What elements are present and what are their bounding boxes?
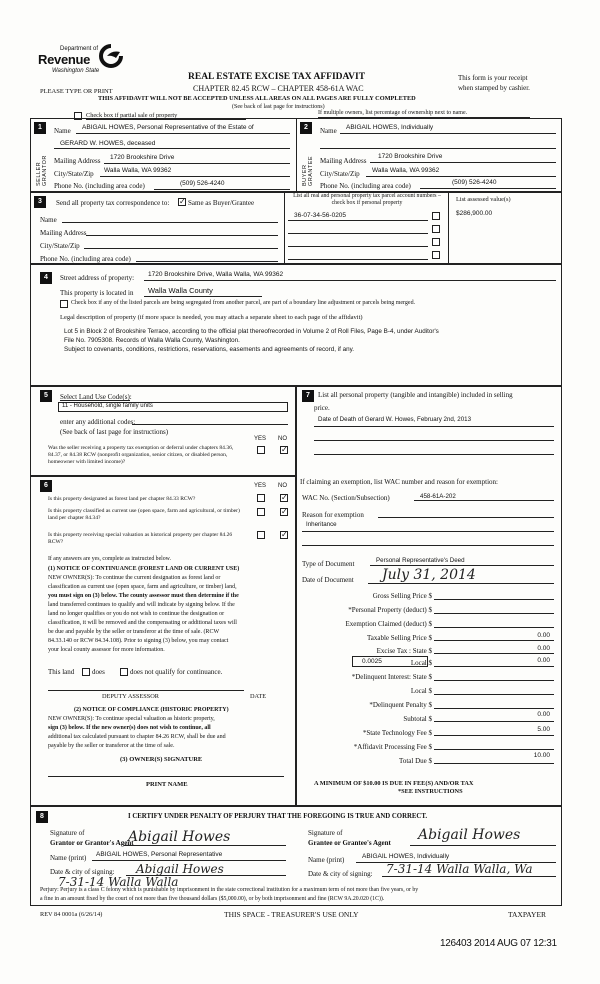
local-line [434,666,554,667]
delinq-local-label: Local $ [410,687,432,695]
s6-q3-no[interactable]: ✓ [281,530,288,539]
grantor-print: ABIGAIL HOWES, Personal Representative [96,851,223,858]
buyer-name-label: Name [320,127,337,135]
exemption-label: If claiming an exemption, list WAC number and reason for exemption: [300,478,498,486]
s6-if-yes: If any answers are yes, complete as instructed below. [48,556,171,562]
delinq-penalty-label: *Delinquent Penalty $ [369,701,432,709]
exemption-deduct-label: Exemption Claimed (deduct) $ [345,620,432,628]
gross-label: Gross Selling Price $ [372,592,432,600]
print-name-label: PRINT NAME [146,781,188,788]
subtotal-label: Subtotal $ [403,715,432,723]
personal-property-label: List all personal property (tangible and intangible) included in selling [318,391,513,399]
rev-number: REV 84 0001a (6/26/14) [40,911,103,918]
seller-address: 1720 Brookshire Drive [110,154,175,161]
s5-yes-header: YES [254,436,267,442]
grantor-date-label: Date & city of signing: [50,868,115,876]
buyer-grantee-label: BUYER GRANTEE [302,155,314,186]
buyer-phone-label: Phone No. (including area code) [320,182,411,190]
grantor-print-label: Name (print) [50,854,87,862]
additional-codes-line [132,424,288,425]
agency-state: Washington State [52,68,100,74]
send-correspondence-label: Send all property tax correspondence to: [56,199,170,207]
doc-date-line [368,583,554,584]
s3-address-label: Mailing Address [40,229,87,237]
excise-state-value: 0.00 [537,645,550,652]
subtotal-line [434,721,554,722]
total-line [434,763,554,764]
notice1-line1: NEW OWNER(S): To continue the current designation as forest land or [48,575,221,581]
buyer-phone: (509) 526-4240 [452,179,497,186]
excise-state-label: Excise Tax : State $ [376,647,432,655]
section-1-number: 1 [34,122,46,134]
s3-address-line [86,235,278,236]
grantor-sig-label-a: Signature of [50,829,85,837]
tech-fee-label: *State Technology Fee $ [362,729,432,737]
grantor-date-city: 7-31-14 Walla Walla [58,875,179,889]
s3-city-line [84,248,278,249]
street-label: Street address of property: [60,274,135,282]
section-4-frame [30,264,562,386]
s3-phone-label: Phone No. (including area code) [40,255,131,263]
seller-name-underline [76,133,290,134]
form-warning: THIS AFFIDAVIT WILL NOT BE ACCEPTED UNLESS ALL AREAS ON ALL PAGES ARE FULLY COMPLETED [98,95,416,102]
section-5-number: 5 [40,390,52,402]
s6-q2: Is this property classified as current use (open space, farm and agricultural, or timber) land per chapter 84.34? [48,508,240,521]
certify-statement: I CERTIFY UNDER PENALTY OF PERJURY THAT THE FOREGOING IS TRUE AND CORRECT. [128,813,428,820]
land-does-checkbox[interactable] [82,668,90,676]
land-use-value: 11 - Household, single family units [62,403,153,409]
grantee-print: ABIGAIL HOWES, Individually [362,853,450,860]
taxable-line [434,640,554,641]
s6-q2-yes[interactable] [257,508,265,516]
grantee-print-label: Name (print) [308,856,345,864]
deputy-date-label: DATE [250,693,267,700]
assessed-header: List assessed value(s) [456,196,511,203]
s3-name-line [62,222,278,223]
segregated-label: Check box if any of the listed parcels are being segregated from another parcel, are part of a boundary line adjustment or parcels being merged. [71,300,416,306]
parcel-3-personal-checkbox[interactable] [432,238,440,246]
notice2-line2: sign (3) below. If the new owner(s) does not wish to continue, all [48,725,211,731]
buyer-city-label: City/State/Zip [320,170,360,178]
delinq-state-label: *Delinquent Interest: State $ [351,673,432,681]
agency-line1: Department of [60,46,99,52]
section-4-number: 4 [40,272,52,284]
notice1-line4: land transferred continues to qualify and will indicate by signing below. If the [48,602,235,608]
section-6-number: 6 [40,480,52,492]
notice2-title: (2) NOTICE OF COMPLIANCE (HISTORIC PROPERTY) [74,707,229,713]
divider-3 [284,192,285,264]
land-use-underline [60,400,130,401]
seller-city-label: City/State/Zip [54,170,94,178]
reason-value: Inheritance [306,521,337,528]
exemption-deduct-line [434,627,554,628]
doc-type-line [370,565,554,566]
owner-signature-label: (3) OWNER(S) SIGNATURE [120,756,203,763]
reason-line-2 [302,531,554,532]
buyer-city-underline [366,176,556,177]
wac-label: WAC No. (Section/Subsection) [302,494,390,502]
delinq-penalty-line [434,708,554,709]
s6-q3-yes[interactable] [257,531,265,539]
local-label: Local $ [410,659,432,667]
divider-1-2 [296,118,297,192]
street-address: 1720 Brookshire Drive, Walla Walla, WA 99362 [148,271,284,278]
seller-phone-label: Phone No. (including area code) [54,182,145,190]
price-label: price. [314,404,330,412]
segregated-checkbox[interactable] [60,300,68,308]
personal-line-3 [314,454,554,455]
land-does-label: does [92,668,105,676]
s6-no-header: NO [278,483,287,489]
seller-address-underline [104,163,290,164]
parcel-1: 36-07-34-56-0205 [294,212,347,219]
buyer-phone-underline [420,188,556,189]
minimum-notice: A MINIMUM OF $10.00 IS DUE IN FEE(S) AND/OR TAX [314,780,474,787]
s6-q1: Is this property designated as forest land per chapter 84.33 RCW? [48,496,196,502]
grantee-date-label: Date & city of signing: [308,870,373,878]
grantee-signature[interactable]: Abigail Howes [418,827,521,843]
s5-see-back: (See back of last page for instructions) [60,428,169,436]
doc-type-value: Personal Representative's Deed [376,557,465,564]
personal-line-2 [314,440,554,441]
delinq-state-line [434,680,554,681]
parcel-4-personal-checkbox[interactable] [432,251,440,259]
section-8-number: 8 [36,811,48,823]
s3-city-label: City/State/Zip [40,242,80,250]
doc-date-value: July 31, 2014 [382,567,476,583]
seller-city: Walla Walla, WA 99362 [104,167,172,174]
parcel-line-3 [288,246,428,247]
parcel-line-2 [288,233,428,234]
form-title: REAL ESTATE EXCISE TAX AFFIDAVIT [188,72,366,82]
gross-line [434,599,554,600]
s6-yes-header: YES [254,483,267,489]
affidavit-fee-line [434,749,554,750]
notice1-line8: 84.33.140 or RCW 84.34.108). Prior to signing (3) below, you may contact [48,638,229,644]
grantor-agent-label: Grantor or Grantor's Agent [50,839,134,847]
total-label: Total Due $ [399,757,432,765]
seller-phone: (509) 526-4240 [180,180,225,187]
grantee-date-city: 7-31-14 Walla Walla, Wa [386,862,533,876]
grantee-sig-label-a: Signature of [308,829,343,837]
seller-name-label: Name [54,127,71,135]
notice1-line9: your local county assessor for more information. [48,647,165,653]
same-as-buyer-label: Same as Buyer/Grantee [188,199,255,207]
notice2-line4: payable by the seller or transferor at the time of sale. [48,743,175,749]
s5-q1-yes[interactable] [257,446,265,454]
grantor-print-line [92,860,286,861]
parcel-line-1 [288,220,428,221]
buyer-address-label: Mailing Address [320,157,367,165]
perjury-line1: Perjury: Perjury is a class C felony which is punishable by imprisonment in the state correctional institution for a maximum term of not more than five years, or by [40,887,419,893]
taxable-label: Taxable Selling Price $ [366,634,432,642]
receipt-line1: This form is your receipt [458,74,528,82]
dor-logo-icon [98,44,124,68]
reason-line-3 [302,545,554,546]
divider-3b [448,192,449,264]
affidavit-fee-label: *Affidavit Processing Fee $ [353,743,432,751]
notice2-line1: NEW OWNER(S): To continue special valuation as historic property, [48,716,215,722]
section-2-number: 2 [300,122,312,134]
buyer-address: 1720 Brookshire Drive [378,153,443,160]
dor-logo [38,44,128,76]
parcel-line-4 [288,259,428,260]
notice1-title: (1) NOTICE OF CONTINUANCE (FOREST LAND OR CURRENT USE) [48,566,240,572]
legal-desc-label: Legal description of property (if more space is needed, you may attach a separate sheet to each page of the affidavit) [60,314,363,321]
legal-desc-2: File No. 7905308. Records of Walla Walla County, Washington. [64,337,240,344]
parcel-header: List all real and personal property tax parcel account numbers – check box if personal property [293,193,441,206]
s6-q2-no[interactable]: ✓ [281,507,288,516]
land-does-not-checkbox[interactable] [120,668,128,676]
grantee-agent-label: Grantee or Grantee's Agent [308,839,391,847]
personal-deduct-label: *Personal Property (deduct) $ [348,606,432,614]
additional-codes-label: enter any additional codes: [60,418,136,426]
tech-fee-line [434,735,554,736]
perjury-line2: a fine in an amount fixed by the court of not more than five thousand dollars ($5,000.00), or by both imprisonment and fine (RCW 9A.20.020 (1C)). [40,896,385,902]
buyer-city: Walla Walla, WA 99362 [372,167,440,174]
partial-sale-label: Check box if partial sale of property [86,112,178,119]
s5-q1-no[interactable]: ✓ [281,445,288,454]
county-underline [144,296,262,297]
s5-no-header: NO [278,436,287,442]
legal-desc-1: Lot 5 in Block 2 of Brookshire Terrace, according to the official plat thereofrecorded in Volume 2 of Roll Files, Page B-4, under Auditor's [64,328,439,335]
personal-deduct-line [434,613,554,614]
deputy-assessor-label: DEPUTY ASSESSOR [102,693,159,700]
land-does-not-label: does not qualify for continuance. [130,668,223,676]
assessed-1: $286,900.00 [456,210,493,217]
delinq-local-line [434,694,554,695]
treasurer-space: THIS SPACE - TREASURER'S USE ONLY [224,910,359,919]
parcel-1-personal-checkbox[interactable] [432,212,440,220]
multiple-owners-note: If multiple owners, list percentage of ownership next to name. [318,110,468,116]
deputy-line [48,690,244,691]
buyer-name-underline [340,133,556,134]
county: Walla Walla County [148,286,213,295]
see-back-header: (See back of last page for instructions) [232,104,325,110]
s6-q3: Is this property receiving special valuation as historical property per chapter 84.26 RCW? [48,532,233,545]
this-land-label: This land [48,668,75,676]
taxpayer-label: TAXPAYER [508,910,547,919]
seller-name-line2: GERARD W. HOWES, deceased [60,140,156,147]
subtotal-value: 0.00 [537,711,550,718]
seller-name2-underline [54,148,290,149]
taxable-value: 0.00 [537,632,550,639]
seller-name-line1: ABIGAIL HOWES, Personal Representative of the Estate of [82,124,254,131]
wac-value: 458-61A-202 [420,493,456,500]
grantee-sig-line [410,845,556,846]
section-3-number: 3 [34,196,46,208]
buyer-name2-underline [320,148,556,149]
doc-type-label: Type of Document [302,560,355,568]
form-chapter: CHAPTER 82.45 RCW – CHAPTER 458-61A WAC [193,84,364,93]
reason-label: Reason for exemption [302,511,364,519]
local-rate: 0.0025 [362,658,382,665]
notice1-line6: classification, it will be removed and the compensating or additional taxes will [48,620,237,626]
s6-q1-no[interactable]: ✓ [281,493,288,502]
legal-desc-3: Subject to covenants, conditions, restrictions, reservations, easements and agreements of record, if any. [64,346,355,353]
grantee-date-line [382,876,556,877]
notice1-line3: you must sign on (3) below. The county assessor must then determine if the [48,593,239,599]
seller-city-underline [100,176,290,177]
notice1-line7: be due and payable by the seller or transferor at the time of sale. (RCW [48,629,220,635]
total-value: 10.00 [533,752,550,759]
street-underline [144,280,556,281]
notice1-line2: classification as current use (open space, farm and agriculture, or timber) land, [48,584,237,590]
excise-state-line [434,653,554,654]
please-type: PLEASE TYPE OR PRINT [40,88,113,95]
same-as-buyer-checkbox[interactable]: ✓ [179,197,186,206]
personal-line-1 [314,426,554,427]
section-7-number: 7 [302,390,314,402]
s3-name-label: Name [40,216,57,224]
seller-phone-underline [154,189,290,190]
personal-property-value: Date of Death of Gerard W. Howes, February 2nd, 2013 [318,416,472,423]
tech-fee-value: 5.00 [537,726,550,733]
local-value: 0.00 [537,657,550,664]
agency-name: Revenue [38,52,91,67]
s6-q1-yes[interactable] [257,494,265,502]
notice2-line3: additional tax calculated pursuant to chapter 84.26 RCW, shall be due and [48,734,226,740]
owner-sig-line [48,776,284,777]
doc-date-label: Date of Document [302,576,354,584]
buyer-name: ABIGAIL HOWES, Individually [346,124,434,131]
parcel-2-personal-checkbox[interactable] [432,225,440,233]
reason-line [378,517,554,518]
receipt-line2: when stamped by cashier. [458,84,530,92]
seller-grantor-label: SELLER GRANTOR [36,155,48,186]
grantor-signature[interactable]: Abigail Howes [128,829,231,845]
s5-q1: Was the seller receiving a property tax exemption or deferral under chapters 84.36, 84.37, or 84.38 RCW (nonprofit organization, senior citizen, or disabled person, homeowner with limited income)? [48,445,234,465]
notice1-line5: land no longer qualifies or you do not wish to continue the designation or [48,611,225,617]
s3-phone-line [136,261,278,262]
see-instructions: *SEE INSTRUCTIONS [398,788,463,795]
located-label: This property is located in [60,289,134,297]
seller-address-label: Mailing Address [54,157,101,165]
grantor-sig-line [124,845,286,846]
land-use-label: Select Land Use Code(s): [60,393,132,401]
grantor-date-hand: Abigail Howes [136,862,224,876]
recording-stamp: 126403 2014 AUG 07 12:31 [440,938,557,949]
wac-line [414,500,554,501]
buyer-address-underline [370,162,556,163]
